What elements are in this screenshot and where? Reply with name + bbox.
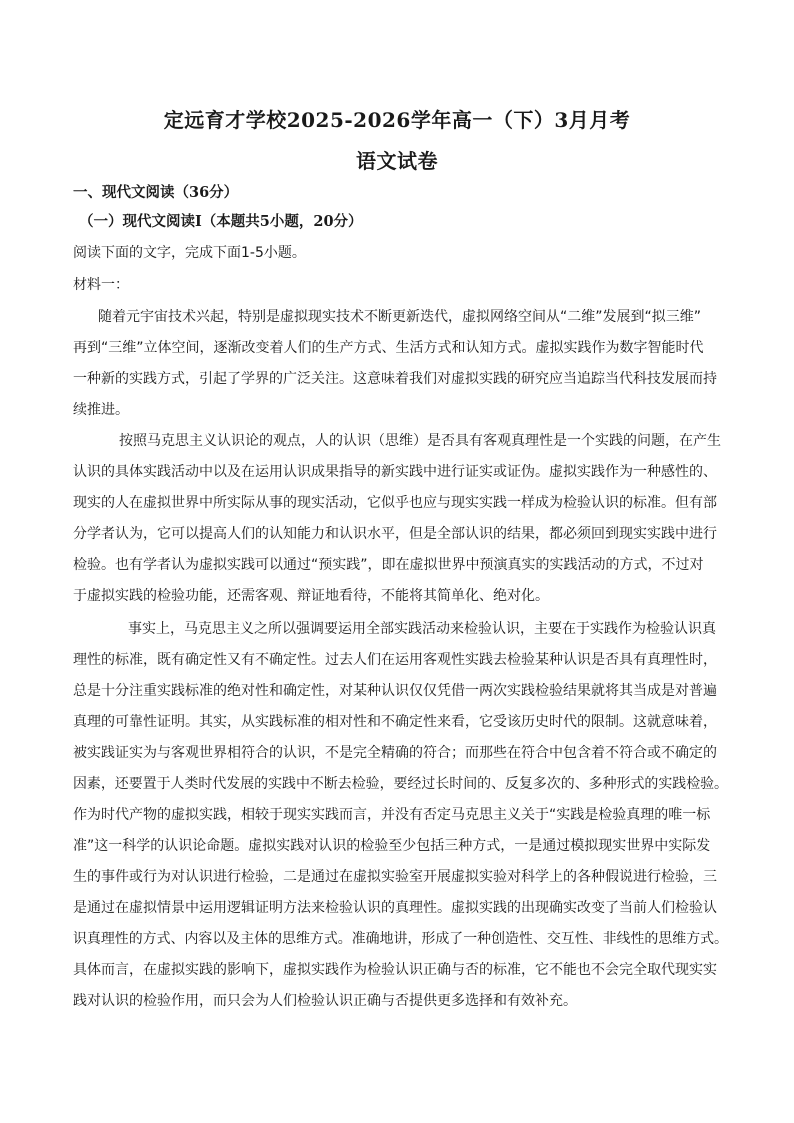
paragraph-line: 再到“三维”立体空间，逐渐改变着人们的生产方式、生活方式和认知方式。虚拟实践作为数字智能时代 (73, 340, 704, 356)
paragraph-line: 因素，还要置于人类时代发展的实践中不断去检验，要经过长时间的、反复多次的、多种形式的实践检验。 (73, 776, 728, 792)
paragraph-line: 准”这一科学的认识论命题。虚拟实践对认识的检验至少包括三种方式，一是通过模拟现实世界中实际发 (73, 838, 711, 854)
paragraph-line: 于虚拟实践的检验功能，还需客观、辩证地看待，不能将其简单化、绝对化。 (73, 588, 549, 604)
paragraph-line: 识真理性的方式、内容以及主体的思维方式。准确地讲，形成了一种创造性、交互性、非线性的思维方式。 (73, 931, 728, 947)
paragraph-line: 作为时代产物的虚拟实践，相较于现实实践而言，并没有否定马克思主义关于“实践是检验真理的唯一标 (73, 807, 711, 823)
paragraph-line: 认识的具体实践活动中以及在运用认识成果指导的新实践中进行证实或证伪。虚拟实践作为一种感性的、 (73, 464, 717, 480)
paragraph-line: 生的事件或行为对认识进行检验，二是通过在虚拟实验室开展虚拟实验对科学上的各种假说进行检验，三 (73, 869, 717, 885)
paragraph-line: 续推进。 (73, 402, 129, 418)
instruction-text: 阅读下面的文字，完成下面1-5小题。 (73, 245, 306, 261)
paragraph-line: 现实的人在虚拟世界中所实际从事的现实活动，它似乎也应与现实实践一样成为检验认识的标准。但有部 (73, 495, 717, 511)
exam-title: 定远育才学校2025-2026学年高一（下）3月月考 (163, 108, 631, 132)
paragraph-line: 被实践证实为与客观世界相符合的认识，不是完全精确的符合；而那些在符合中包含着不符合或不确定的 (73, 745, 717, 761)
paragraph-line: 真理的可靠性证明。其实，从实践标准的相对性和不确定性来看，它受该历史时代的限制。这就意味着， (73, 714, 717, 730)
material-label: 材料一： (73, 277, 129, 293)
paragraph-line: 事实上，马克思主义之所以强调要运用全部实践活动来检验认识，主要在于实践作为检验认识真 (128, 621, 716, 637)
paragraph-line: 理性的标准，既有确定性又有不确定性。过去人们在运用客观性实践去检验某种认识是否具有真理性时， (73, 652, 717, 668)
paragraph-line: 具体而言，在虚拟实践的影响下，虚拟实践作为检验认识正确与否的标准，它不能也不会完全取代现实实 (73, 962, 717, 978)
exam-subtitle: 语文试卷 (356, 149, 438, 173)
section-heading: 一、现代文阅读（36分） (73, 184, 239, 201)
paragraph-line: 随着元宇宙技术兴起，特别是虚拟现实技术不断更新迭代，虚拟网络空间从“二维”发展到“拟三维” (98, 309, 702, 325)
paragraph-line: 检验。也有学者认为虚拟实践可以通过“预实践”，即在虚拟世界中预演真实的实践活动的方式，不过对 (73, 557, 704, 573)
paragraph-line: 是通过在虚拟情景中运用逻辑证明方法来检验认识的真理性。虚拟实践的出现确实改变了当前人们检验认 (73, 900, 717, 916)
section-subheading: （一）现代文阅读Ⅰ（本题共5小题，20分） (79, 213, 363, 230)
paragraph-line: 按照马克思主义认识论的观点，人的认识（思维）是否具有客观真理性是一个实践的问题，在产生 (119, 433, 721, 449)
paragraph-line: 一种新的实践方式，引起了学界的广泛关注。这意味着我们对虚拟实践的研究应当追踪当代科技发展而持 (73, 371, 717, 387)
paragraph-line: 分学者认为，它可以提高人们的认知能力和认识水平，但是全部认识的结果，都必须回到现实实践中进行 (73, 526, 717, 542)
paragraph-line: 践对认识的检验作用，而只会为人们检验认识正确与否提供更多选择和有效补充。 (73, 993, 577, 1009)
paragraph-line: 总是十分注重实践标准的绝对性和确定性，对某种认识仅仅凭借一两次实践检验结果就将其当成是对普遍 (73, 683, 717, 699)
